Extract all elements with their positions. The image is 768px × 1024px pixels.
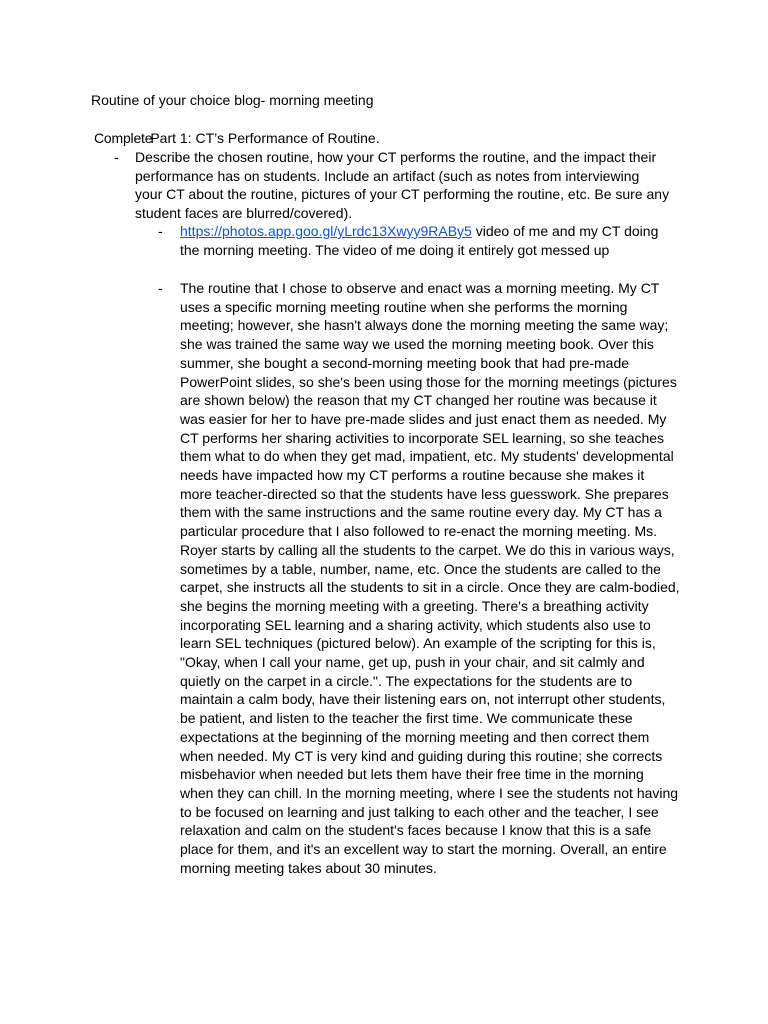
part1-title: Part 1: CT’s Performance of Routine. xyxy=(150,130,380,146)
prompt-text: Describe the chosen routine, how your CT performs the routine, and the impact their performance has on students. Include an artifact (such as notes from interviewing your CT about the routine, pictures of your CT performing the routine, etc. Be sure any student faces are blurred/covered). xyxy=(135,149,670,222)
part1-heading xyxy=(94,129,380,148)
bullet-dash: - xyxy=(158,280,163,296)
document-title: Routine of your choice blog- morning meeting xyxy=(91,92,374,108)
link-description: video of me and my CT doing the morning meeting. The video of me doing it entirely got messed up xyxy=(180,223,659,258)
video-link[interactable]: https://photos.app.goo.gl/yLrdc13Xwyy9RABy5 xyxy=(180,223,472,239)
bullet-dash: - xyxy=(158,223,163,239)
response-text: The routine that I chose to observe and enact was a morning meeting. My CT uses a specific morning meeting routine when she performs the morning meeting; however, she hasn't always done the morning meeting the same way; she was trained the same way we used the morning meeting book. Over this summer, she bought a second-morning meeting book that had pre-made PowerPoint slides, so she's been using those for the morning meetings (pictures are shown below) the reason that my CT changed her routine was because it was easier for her to have pre-made slides and just enact them as needed. My CT performs her sharing activities to incorporate SEL learning, so she teaches them what to do when they get mad, impatient, etc. My students' developmental needs have impacted how my CT performs a routine because she makes it more teacher-directed so that the students have less guesswork. She prepares them with the same instructions and the same routine every day. My CT has a particular procedure that I also followed to re-enact the morning meeting. Ms. Royer starts by calling all the students to the carpet. We do this in various ways, sometimes by a table, number, name, etc. Once the students are called to the carpet, she instructs all the students to sit in a circle. Once they are calm-bodied, she begins the morning meeting with a greeting. There's a breathing activity incorporating SEL learning and a sharing activity, which students also use to learn SEL techniques (pictured below). An example of the scripting for this is, "Okay, when I call your name, get up, push in your chair, and sit calmly and quietly on the carpet in a circle.". The expectations for the students are to maintain a calm body, have their listening ears on, not interrupt other students, be patient, and listen to the teacher the first time. We communicate these expectations at the beginning of the morning meeting and then correct them when needed. My CT is very kind and guiding during this routine; she corrects misbehavior when needed but lets them have their free time in the morning when they can chill. In the morning meeting, where I see the students not having to be focused on learning and just talking to each other and the teacher, I see relaxation and calm on the student's faces because I know that this is a safe place for them, and it's an excellent way to start the morning. Overall, an entire morning meeting takes about 30 minutes. xyxy=(180,280,680,876)
complete-tag: Complete xyxy=(94,130,153,146)
link-item-text xyxy=(180,222,680,259)
bullet-dash: - xyxy=(114,149,119,165)
